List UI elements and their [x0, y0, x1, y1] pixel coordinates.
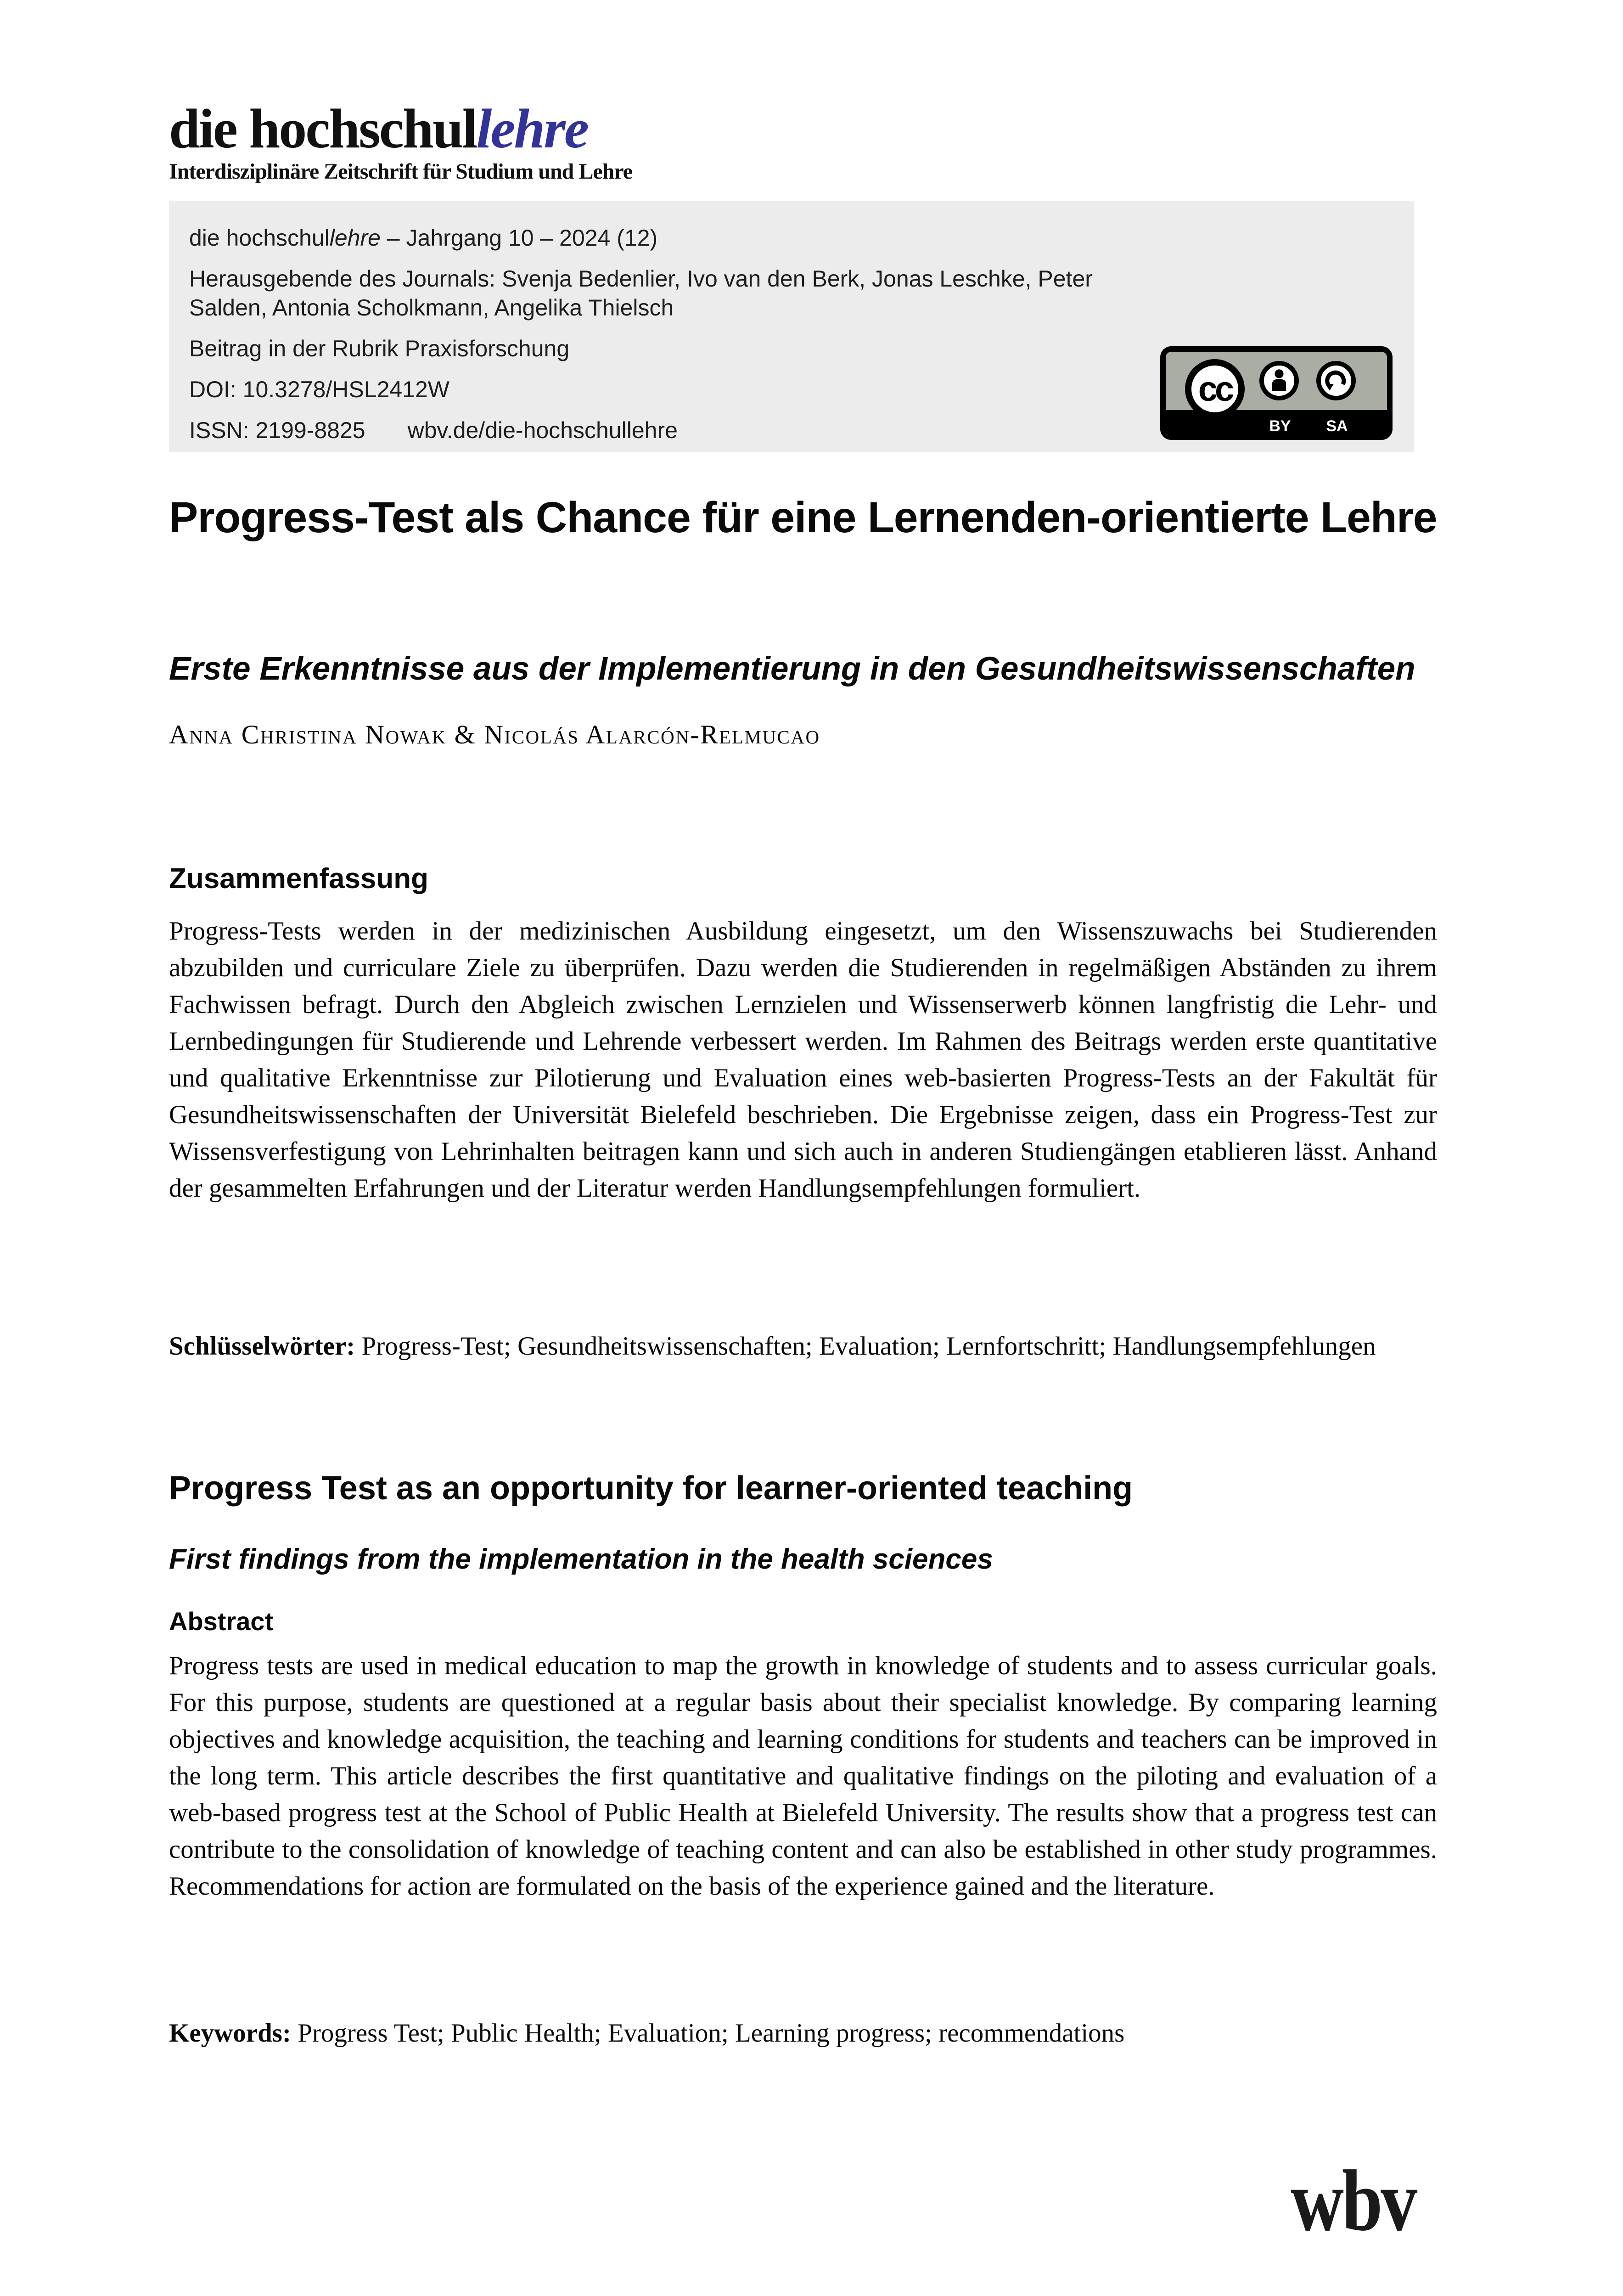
cc-icon — [1188, 362, 1241, 416]
issue-line — [189, 224, 1394, 253]
cc-by-sa-badge-graphic — [1160, 346, 1393, 440]
cc-by-sa-license-badge[interactable] — [1160, 346, 1393, 440]
journal-tagline: Interdisziplinäre Zeitschrift für Studium und Lehre — [169, 159, 633, 184]
issue-info-box — [169, 201, 1414, 452]
badge-sa-label: SA — [1326, 417, 1348, 435]
keywords-de-label: Schlüsselwörter: — [169, 1332, 355, 1361]
issue-journal-name-accent: lehre — [329, 225, 381, 251]
doi-line: DOI: 10.3278/HSL2412W — [189, 377, 449, 402]
article-title-de: Progress-Test als Chance für eine Lernenden-orientierte Lehre — [169, 493, 1437, 542]
masthead — [169, 98, 633, 184]
keywords-en — [169, 2015, 1437, 2052]
journal-logo — [169, 98, 632, 160]
attribution-person-icon — [1262, 363, 1297, 398]
abstract-en-heading: Abstract — [169, 1607, 274, 1636]
issue-volume: – Jahrgang 10 – 2024 (12) — [380, 225, 658, 251]
badge-by-label: BY — [1269, 417, 1291, 435]
journal-logo-black: die hochschul — [169, 98, 477, 160]
svg-text:cc: cc — [1198, 370, 1232, 409]
rubric-line: Beitrag in der Rubrik Praxisforschung — [189, 336, 570, 361]
share-alike-icon — [1319, 363, 1353, 398]
journal-logo-accent: lehre — [476, 98, 588, 160]
keywords-de — [169, 1328, 1437, 1365]
abstract-de-text: Progress-Tests werden in der medizinischen Ausbildung eingesetzt, um den Wissenszuwachs bei Studierenden abzubilden und curriculare Ziele zu überprüfen. Dazu werden die Studierenden in regelmäßigen Abständen zu ihrem Fachwissen befragt. Durch den Abgleich zwischen Lernzielen und Wissenserwerb können langfristig die Lehr- und Lernbedingungen für Studierende und Lehrende verbessert werden. Im Rahmen des Beitrags werden erste quantitative und qualitative Erkenntnisse zur Pilotierung und Evaluation eines web-basierten Progress-Tests an der Fakultät für Gesundheitswissenschaften der Universität Bielefeld beschrieben. Die Ergebnisse zeigen, dass ein Progress-Test zur Wissensverfestigung von Lehrinhalten beitragen kann und sich auch in anderen Studiengängen etablieren lässt. Anhand der gesammelten Erfahrungen und der Literatur werden Handlungsempfehlungen formuliert. — [169, 917, 1437, 1203]
abstract-de-heading: Zusammenfassung — [169, 863, 429, 895]
journal-website-link[interactable]: wbv.de/die-hochschullehre — [407, 417, 678, 443]
issue-journal-name: die hochschul — [189, 225, 330, 251]
editors-line: Herausgebende des Journals: Svenja Bedenlier, Ivo van den Berk, Jonas Leschke, Peter Salden, Antonia Scholkmann, Angelika Thielsch — [189, 266, 1093, 321]
article-title-en: Progress Test as an opportunity for learner-oriented teaching — [169, 1470, 1133, 1507]
keywords-en-list: Progress Test; Public Health; Evaluation; Learning progress; recommendations — [298, 2019, 1125, 2048]
authors-line: Anna Christina Nowak & Nicolás Alarcón-Relmucao — [169, 720, 820, 749]
article-subtitle-de: Erste Erkenntnisse aus der Implementierung in den Gesundheitswissenschaften — [169, 651, 1415, 687]
publisher-wbv-logo: wbv — [1291, 2153, 1415, 2249]
keywords-en-label: Keywords: — [169, 2019, 291, 2048]
keywords-de-list: Progress-Test; Gesundheitswissenschaften; Evaluation; Lernfortschritt; Handlungsempfehlungen — [361, 1332, 1376, 1361]
abstract-en-text: Progress tests are used in medical education to map the growth in knowledge of students and to assess curricular goals. For this purpose, students are questioned at a regular basis about their specialist knowledge. By comparing learning objectives and knowledge acquisition, the teaching and learning conditions for students and teachers can be improved in the long term. This article describes the first quantitative and qualitative findings on the piloting and evaluation of a web-based progress test at the School of Public Health at Bielefeld University. The results show that a progress test can contribute to the consolidation of knowledge of teaching content and can also be established in other study programmes. Recommendations for action are formulated on the basis of the experience gained and the literature. — [169, 1651, 1437, 1901]
issn-value: ISSN: 2199-8825 — [189, 417, 365, 443]
article-subtitle-en: First findings from the implementation in the health sciences — [169, 1543, 993, 1575]
